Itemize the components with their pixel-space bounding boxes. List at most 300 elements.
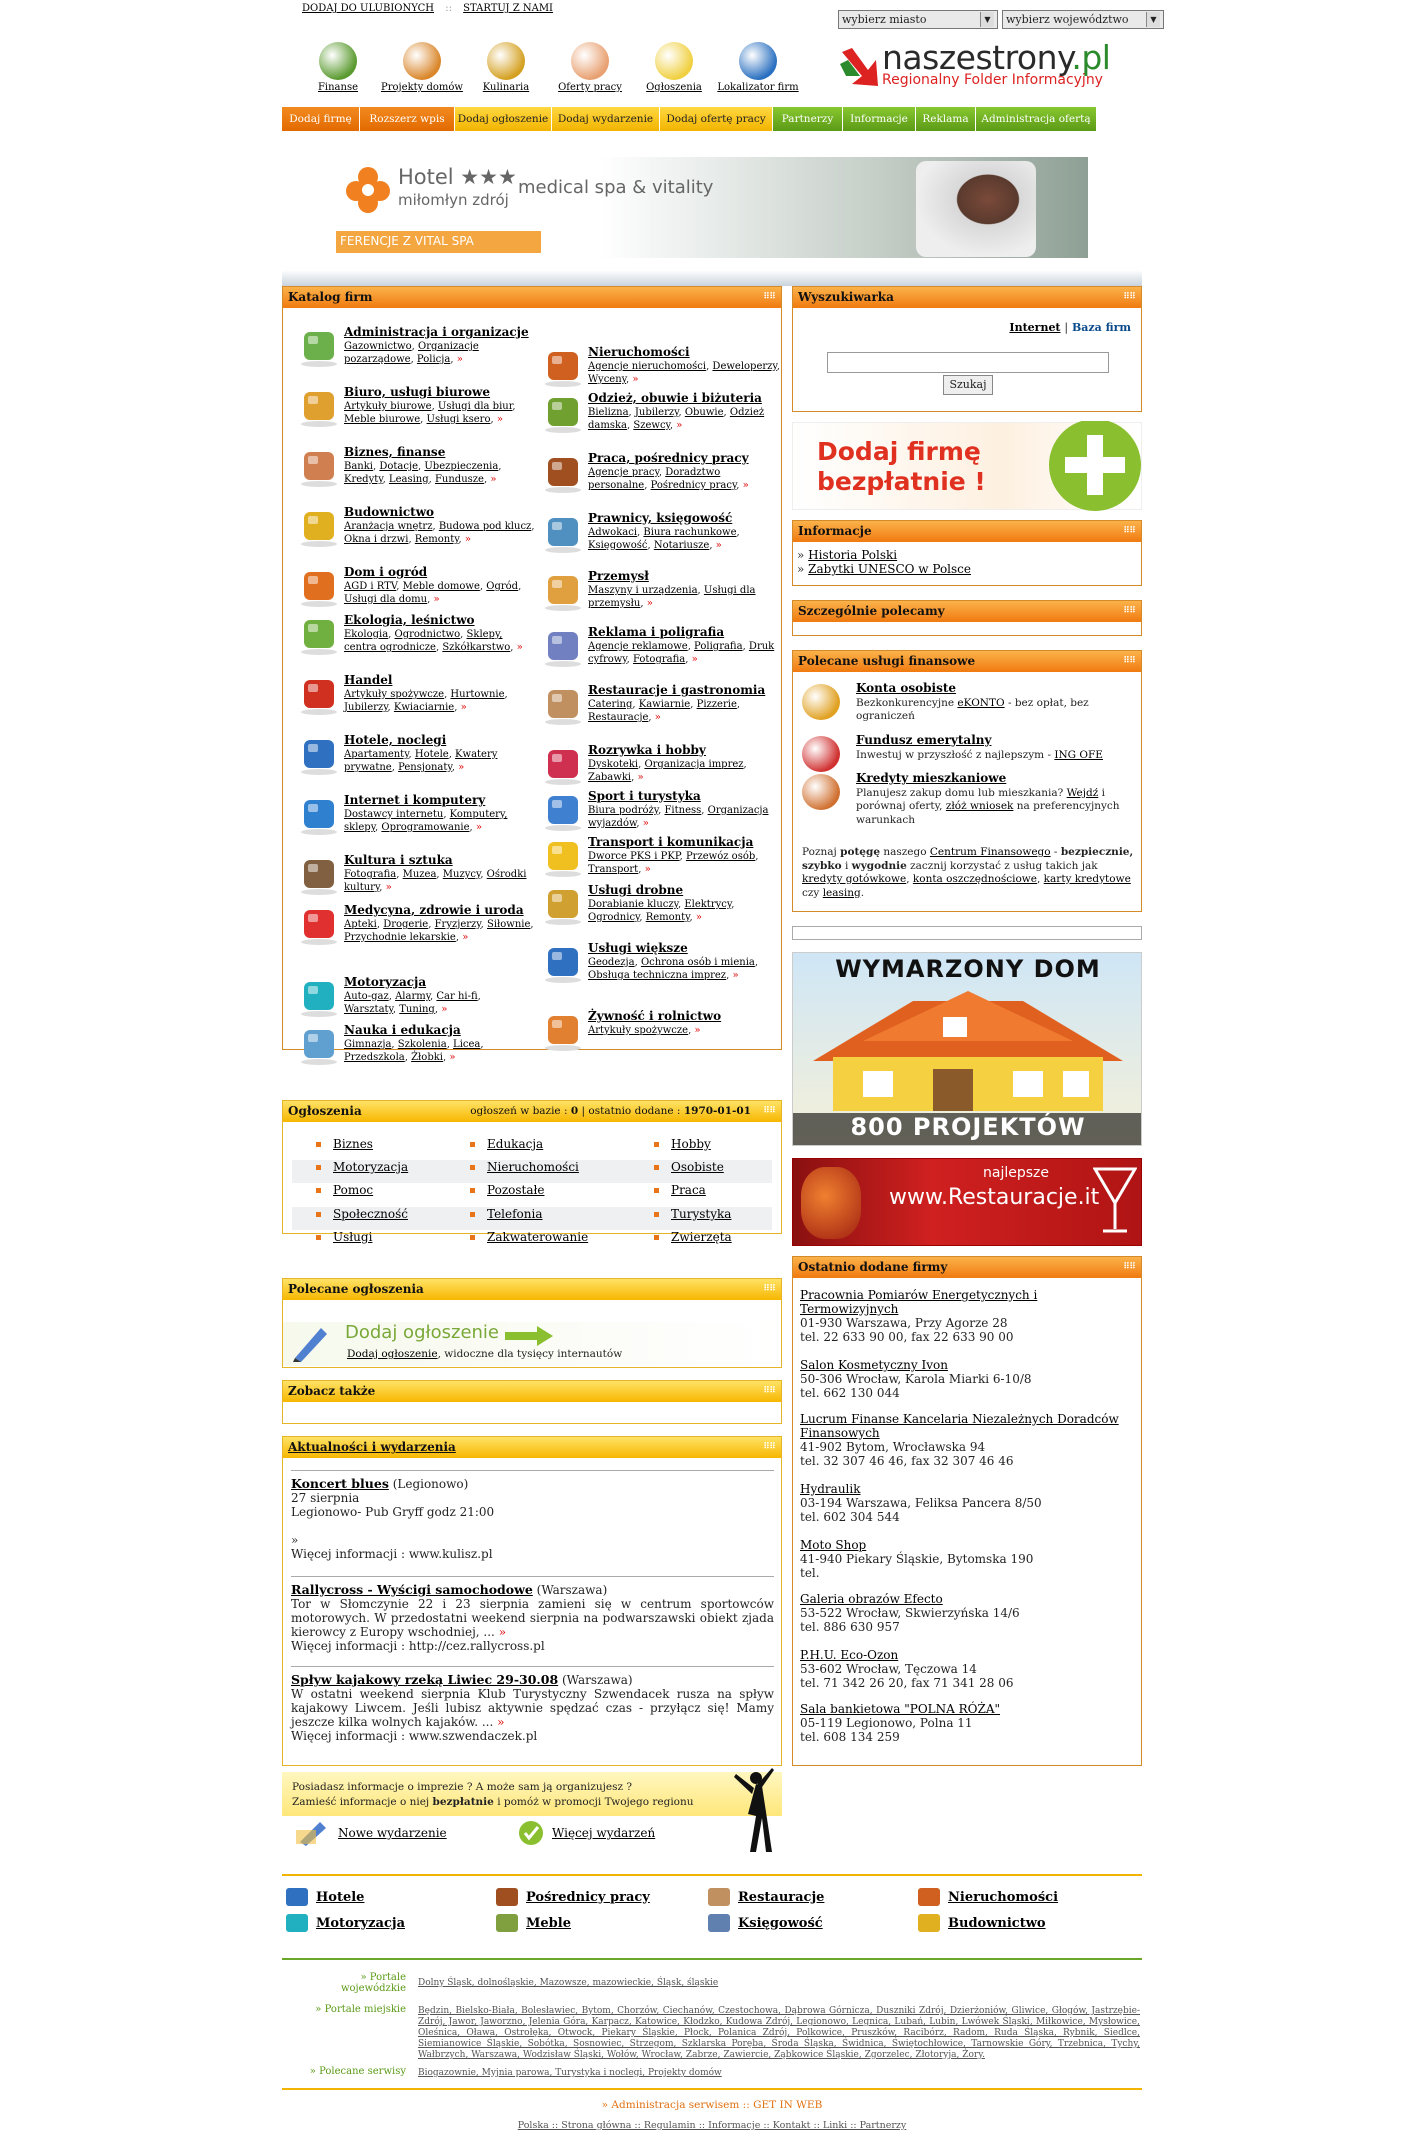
more-arrow-icon[interactable]: » [676,420,683,431]
ads-date: 1970-01-01 [683,1105,751,1117]
catalog-subcategory-link[interactable]: Muzea [402,869,437,880]
recent-firm-name[interactable]: P.H.U. Eco-Ozon [800,1648,899,1662]
ads-category-link[interactable]: Zakwaterowanie [470,1230,588,1244]
catalog-subcategory-link[interactable]: Sklepy, centra ogrodnicze [344,629,503,653]
food-photo [801,1167,861,1239]
catalog-subcategory-link[interactable]: Usługi dla przemysłu [588,585,756,609]
more-arrow-icon[interactable]: » [646,598,653,609]
bottom-category-item[interactable] [496,1914,571,1932]
nav-item[interactable]: Dodaj firmę [282,107,360,131]
catalog-category-title-wrap [344,445,446,459]
catalog-subcategory-link[interactable]: Odzież damska [588,407,765,431]
nav-item[interactable]: Dodaj wydarzenie [552,107,660,131]
info-title: Informacje [798,524,872,538]
catalog-subcategory-link[interactable]: Remonty [645,912,690,923]
film-icon [296,854,344,896]
top-menu-label[interactable]: Lokalizator firm [717,82,799,93]
recent-firm-name[interactable]: Sala bankietowa "POLNA RÓŻA" [800,1702,1001,1716]
catalog-subcategory-link[interactable]: Auto-gaz [344,991,389,1002]
recent-firm-name[interactable]: Pracownia Pomiarów Energetycznych i Termowizyjnych [800,1288,1038,1316]
more-arrow-icon[interactable]: » [456,354,463,365]
catalog-subcategory-link[interactable]: Obuwie [684,407,724,418]
plus-icon [1033,421,1143,511]
cash-loans-link[interactable]: kredyty gotówkowe [802,873,907,885]
printer-icon [540,626,588,668]
more-arrow-icon[interactable]: » [462,932,469,943]
footer-links-text[interactable]: Polska :: Strona główna :: Regulamin :: Informacje :: Kontakt :: Linki :: Partnerzy [517,2120,907,2131]
catalog-subcategory-link[interactable]: Usługi ksero [426,414,491,425]
catalog-subcategory-link[interactable]: Przewóz osób [685,851,756,862]
leasing-link[interactable]: leasing [822,886,861,899]
catalog-subcategory-link[interactable]: Pośrednicy pracy [650,480,737,491]
top-menu-label[interactable]: Ogłoszenia [646,82,702,93]
more-arrow-icon[interactable]: » [742,480,749,491]
catalog-category-title-wrap [344,325,529,339]
bottom-category-item[interactable] [708,1888,824,1906]
arrow-right-icon [505,1326,553,1346]
divider [282,1874,1142,1876]
catalog-subcategory-link[interactable]: Dworce PKS i PKP [588,851,680,862]
catalog-subcategory-link[interactable]: Policja [416,354,451,365]
catalog-category [296,446,536,488]
catalog-category-title[interactable]: Biznes, finanse [344,445,446,459]
finance-item-title[interactable]: Fundusz emerytalny [856,733,992,747]
catalog-category-title[interactable]: Kultura i sztuka [344,853,453,867]
more-arrow-icon[interactable]: » [732,970,739,981]
top-menu-item[interactable] [632,42,716,93]
footer-admin[interactable]: » Administracja serwisem :: GET IN WEB [601,2099,823,2111]
bottom-category-link[interactable]: Meble [526,1915,571,1931]
catalog-category-title[interactable]: Praca, pośrednicy pracy [588,451,749,465]
catalog-category-title[interactable]: Przemysł [588,569,649,583]
top-menu-item[interactable] [716,42,800,93]
credit-cards-link[interactable]: karty kredytowe [1043,873,1131,885]
top-menu-label[interactable]: Projekty domów [381,82,463,93]
catalog-subcategories: Apteki, Drogerie, Fryzjerzy, Siłownie, Przychodnie lekarskie, » [344,919,534,943]
footer-links[interactable] [282,2120,1142,2131]
catalog-subcategory-link[interactable]: Fotografia [344,869,397,880]
more-events-link-wrap[interactable] [518,1820,655,1846]
ads-category-link[interactable]: Edukacja [470,1137,543,1151]
ads-category-link[interactable]: Biznes [316,1137,373,1151]
catalog-subcategory-link[interactable]: Organizacja imprez [644,759,744,770]
ads-category-link[interactable]: Telefonia [470,1207,543,1221]
catalog-subcategory-link[interactable]: Gazownictwo [344,341,412,352]
nav-item[interactable]: Dodaj ogłoszenie [455,107,552,131]
more-arrow-icon[interactable]: » [433,594,440,605]
footer-services-text[interactable]: Biogazownie, Myjnia parowa, Turystyka i noclegi, Projekty domów [418,2068,722,2078]
fin-text: - [1050,846,1061,858]
catalog-subcategory-link[interactable]: Tuning [399,1004,435,1015]
catalog-subcategory-link[interactable]: Przedszkola [344,1052,405,1063]
catalog-subcategory-link[interactable]: Kwiaciarnie [393,702,455,713]
catalog-subcategory-link[interactable]: Gimnazja [344,1039,392,1050]
add-company-ad[interactable] [792,422,1142,510]
catalog-subcategory-link[interactable]: Żłobki [411,1052,443,1063]
more-arrow-icon[interactable]: » [498,1625,507,1639]
catalog-category [540,684,780,726]
catalog-subcategory-link[interactable]: Restauracje [588,712,649,723]
more-arrow-icon[interactable]: » [695,912,702,923]
info-link[interactable]: Historia Polski [808,548,898,562]
nav-item[interactable]: Reklama [916,107,976,131]
catalog-subcategory-link[interactable]: Deweloperzy [712,361,777,372]
bottom-category-item[interactable] [918,1888,1058,1906]
bottom-category-item[interactable] [918,1914,1046,1932]
catalog-subcategory-link[interactable]: Usługi dla domu [344,594,428,605]
more-arrow-icon[interactable]: » [475,822,482,833]
nav-item[interactable]: Rozszerz wpis [360,107,455,131]
more-events-link[interactable]: Więcej wydarzeń [552,1826,656,1840]
printer-icon-shape [540,626,588,668]
more-arrow-icon[interactable]: » [632,374,639,385]
catalog-subcategory-link[interactable]: Ośrodki kultury [344,869,527,893]
catalog-subcategory-link[interactable]: Biura rachunkowe [643,527,737,538]
catalog-category-title[interactable]: Prawnicy, księgowość [588,511,733,525]
catalog-category-title[interactable]: Dom i ogród [344,565,428,579]
catalog-subcategory-link[interactable]: Siłownie [486,919,531,930]
search-input[interactable] [827,352,1109,373]
catalog-subcategory-link[interactable]: Szkółkarstwo [442,642,511,653]
catalog-subcategory-link[interactable]: Drogerie [383,919,429,930]
savings-link[interactable]: konta oszczędnościowe [912,873,1037,885]
add-ad-promo[interactable] [283,1322,781,1366]
catalog-subcategories: Fotografia, Muzea, Muzycy, Ośrodki kultury, » [344,869,527,893]
catalog-subcategories: Adwokaci, Biura rachunkowe, Księgowość, Notariusze, » [588,527,740,551]
more-arrow-icon[interactable]: » [644,864,651,875]
finance-title: Polecane usługi finansowe [798,654,976,668]
catalog-category-title-wrap [344,853,453,867]
catalog-subcategory-link[interactable]: Ogrodnicy [588,912,640,923]
catalog-subcategory-link[interactable]: Ekologia [344,629,389,640]
catalog-subcategory-link[interactable]: Księgowość [588,540,648,551]
news-item-place: (Warszawa) [536,1583,608,1597]
catalog-category-title[interactable]: Administracja i organizacje [344,325,529,339]
catalog-category-text [588,744,780,786]
more-arrow-icon[interactable]: » [385,882,392,893]
ads-category-link[interactable]: Usługi [316,1230,372,1244]
catalog-subcategory-link[interactable]: Apartamenty [344,749,409,760]
catalog-subcategory-link[interactable]: Organizacje pozarządowe [344,341,479,365]
restaurants-ad[interactable] [792,1158,1142,1246]
catalog-category-title[interactable]: Ekologia, leśnictwo [344,613,475,627]
bottom-category-link[interactable]: Księgowość [738,1915,823,1931]
catalog-subcategory-link[interactable]: Zabawki [588,772,632,783]
recent-firm-name[interactable]: Moto Shop [800,1538,867,1552]
footer-city-text[interactable]: Będzin, Bielsko-Biała, Bolesławiec, Bytom, Chorzów, Ciechanów, Czestochowa, Dąbrowa Górnicza, Duszniki Zdrój, Dzierżoniów, Gliwice, Głogów, Jastrzębie-Zdrój, Jawor, Jaworzno, Jelenia Góra, Karpacz, Katowice, Kłodzko, Kudowa Zdrój, Legionowo, Legnica, Lubań, Lubin, Lwówek Śląski, Miłkowice, Mysłowice, Oleśnica, Oława, Ostrołęka, Otwock, Piekary Śląskie, Płock, Polanica Zdrój, Polkowice, Pruszków, Racibórz, Radom, Ruda Śląska, Rybnik, Siedlce, Siemianowice Śląskie, Sobótka, Sosnowiec, Strzegom, Szklarska Poręba, Środa Śląska, Świdnica, Świętochłowice, Tarnowskie Góry, Trzebnica, Tychy, Wałbrzych, Warszawa, Wodzisław Śląski, Wołów, Wrocław, Zabrze, Zawiercie, Ząbkowice Śląskie, Zgorzelec, Złotoryja, Żory. [418,2006,1140,2060]
finance-item-title[interactable]: Kredyty mieszkaniowe [856,771,1007,785]
news-item-place: (Legionowo) [392,1477,469,1491]
catalog-category-title[interactable]: Nieruchomości [588,345,690,359]
bottom-category-link[interactable]: Restauracje [738,1889,825,1905]
ads-category-link[interactable]: Zwierzęta [654,1230,732,1244]
city-select[interactable] [838,10,998,29]
catalog-subcategory-link[interactable]: Oprogramowanie [381,822,470,833]
gears-icon [540,942,588,984]
catalog-category-title[interactable]: Medycyna, zdrowie i uroda [344,903,524,917]
news-item-title[interactable]: Koncert blues [291,1476,389,1491]
catalog-category-title[interactable]: Hotele, noclegi [344,733,447,747]
catalog-category-title[interactable]: Nauka i edukacja [344,1023,461,1037]
catalog-subcategory-link[interactable]: Okna i drzwi [344,534,409,545]
catalog-subcategory-link[interactable]: Notariusze [653,540,710,551]
footer-regional-links[interactable] [418,1978,1138,1989]
catalog-subcategory-link[interactable]: Licea [453,1039,481,1050]
bottom-category-link[interactable]: Hotele [316,1889,365,1905]
finance-center-link[interactable]: Centrum Finansowego [929,846,1051,858]
books-icon [708,1914,730,1932]
catalog-subcategory-link[interactable]: Adwokaci [588,527,638,538]
catalog-subcategory-link[interactable]: Kawiarnie [638,699,691,710]
catalog-category-title[interactable]: Handel [344,673,393,687]
ads-category-link[interactable]: Pozostałe [470,1183,545,1197]
bottom-category-link[interactable]: Pośrednicy pracy [526,1889,650,1905]
catalog-subcategory-link[interactable]: Jubilerzy [344,702,388,713]
new-event-link[interactable]: Nowe wydarzenie [338,1826,447,1840]
catalog-subcategory-link[interactable]: Fotografia [633,654,686,665]
catalog-subcategory-link[interactable]: Komputery, sklepy [344,809,508,833]
ads-category-link[interactable]: Motoryzacja [316,1160,408,1174]
catalog-subcategory-link[interactable]: Warsztaty [344,1004,393,1015]
catalog-subcategory-link[interactable]: Budowa pod klucz [438,521,532,532]
catalog-subcategory-link[interactable]: Meble domowe [402,581,480,592]
start-page-link[interactable]: STARTUJ Z NAMI [463,3,554,14]
more-arrow-icon[interactable]: » [694,1025,701,1036]
catalog-subcategory-link[interactable]: Kwatery prywatne [344,749,498,773]
site-logo[interactable] [838,38,1142,100]
catalog-category-title[interactable]: Motoryzacja [344,975,427,989]
catalog-subcategory-link[interactable]: Banki [344,461,374,472]
more-arrow-icon[interactable]: » [449,1052,456,1063]
hotel-icon [296,734,344,776]
catalog-subcategory-link[interactable]: Dyskoteki [588,759,639,770]
catalog-subcategory-link[interactable]: Pensjonaty [398,762,452,773]
finance-item-title[interactable]: Konta osobiste [856,681,957,695]
catalog-subcategory-link[interactable]: Hurtownie [450,689,505,700]
catalog-subcategory-link[interactable]: Kredyty [344,474,383,485]
more-arrow-icon[interactable]: » [691,654,698,665]
top-menu-item[interactable] [380,42,464,93]
ads-category-link[interactable]: Turystyka [654,1207,731,1221]
banner-strip: FERENCJE Z VITAL SPA [336,231,541,253]
catalog-subcategory-link[interactable]: Aranżacja wnętrz [344,521,433,532]
catalog-subcategory-link[interactable]: Artykuły spożywcze [588,1025,689,1036]
finance-item-link[interactable]: eKONTO [957,696,1005,709]
catalog-category-title-wrap [344,673,393,687]
news-item-more-arrow[interactable]: » [291,1533,299,1547]
catalog-subcategory-link[interactable]: Meble biurowe [344,414,421,425]
grip-icon: ⠿⠿ [762,292,775,302]
finance-item-link[interactable]: Wejdź [1066,786,1099,799]
catalog-subcategory-link[interactable]: Catering [588,699,633,710]
bottom-category-link[interactable]: Motoryzacja [316,1915,405,1931]
bottom-category-item[interactable] [286,1888,364,1906]
bottom-category-link[interactable]: Nieruchomości [948,1889,1059,1905]
catalog-subcategory-link[interactable]: Dostawcy internetu [344,809,444,820]
hotel-banner-ad[interactable] [336,157,1088,258]
catalog-subcategory-link[interactable]: Apteki [344,919,377,930]
footer-city-links[interactable] [418,2006,1140,2061]
search-option-firms[interactable]: Baza firm [1071,321,1131,334]
bottom-category-item[interactable] [708,1914,823,1932]
divider [291,1470,774,1471]
catalog-category-title[interactable]: Budownictwo [344,505,435,519]
catalog-subcategory-link[interactable]: Geodezja [588,957,635,968]
catalog-subcategory-link[interactable]: Obsługa techniczna imprez [588,970,727,981]
new-event-link-wrap[interactable] [296,1820,447,1846]
catalog-subcategory-link[interactable]: Doradztwo personalne [588,467,721,491]
catalog-subcategory-link[interactable]: Maszyny i urządzenia [588,585,698,596]
news-item-more: Więcej informacji : www.kulisz.pl [291,1547,493,1561]
catalog-subcategory-link[interactable]: Przychodnie lekarskie [344,932,456,943]
catalog-category-title-wrap [588,743,706,757]
finance-item-text: Inwestuj w przyszłość z najlepszym - [856,748,1055,761]
catalog-subcategory-link[interactable]: Muzycy [442,869,481,880]
catalog-subcategory-link[interactable]: Agencje pracy [588,467,659,478]
top-menu-label[interactable]: Finanse [317,82,359,93]
ads-category-link[interactable]: Społeczność [316,1207,408,1221]
catalog-subcategory-link[interactable]: Remonty [414,534,459,545]
catalog-category [296,794,536,836]
catalog-category-title[interactable]: Transport i komunikacja [588,835,754,849]
more-arrow-icon[interactable]: » [497,1715,505,1729]
news-item-title[interactable]: Spływ kajakowy rzeką Liwiec 29-30.08 [291,1672,559,1687]
top-menu-label[interactable]: Oferty pracy [558,82,622,93]
top-menu-item[interactable] [464,42,548,93]
catalog-subcategory-link[interactable]: Biura podróży [588,805,659,816]
more-arrow-icon[interactable]: » [516,642,523,653]
add-ad-link[interactable]: Dodaj ogłoszenie [347,1348,438,1360]
nav-item[interactable]: Dodaj ofertę pracy [660,107,773,131]
news-item-title[interactable]: Rallycross - Wyścigi samochodowe [291,1582,533,1597]
catalog-subcategory-link[interactable]: Elektrycy [684,899,732,910]
catalog-subcategory-link[interactable]: Fitness [664,805,702,816]
catalog-category-title[interactable]: Sport i turystyka [588,789,701,803]
nav-item[interactable]: Informacje [843,107,916,131]
catalog-category-title[interactable]: Rozrywka i hobby [588,743,706,757]
more-arrow-icon[interactable]: » [496,414,503,425]
recent-firm-name[interactable]: Salon Kosmetyczny Ivon [800,1358,948,1372]
catalog-subcategory-link[interactable]: Bielizna [588,407,629,418]
catalog-subcategory-link[interactable]: Fundusze [434,474,484,485]
finance-item-text: Planujesz zakup domu lub mieszkania? [856,786,1067,799]
catalog-subcategory-link[interactable]: Dorabianie kluczy [588,899,678,910]
recent-firm-name[interactable]: Hydraulik [800,1482,861,1496]
catalog-subcategory-link[interactable]: Alarmy [395,991,431,1002]
bottom-category-item[interactable] [496,1888,650,1906]
catalog-subcategory-link[interactable]: Pizzerie [696,699,737,710]
catalog-subcategory-link[interactable]: Poligrafia [694,641,743,652]
house-projects-ad[interactable] [792,952,1142,1146]
search-button[interactable]: Szukaj [943,375,993,395]
catalog-subcategory-link[interactable]: Fryzjerzy [434,919,481,930]
more-arrow-icon[interactable]: » [441,1004,448,1015]
more-arrow-icon[interactable]: » [715,540,722,551]
catalog-subcategory-link[interactable]: Szewcy [633,420,670,431]
catalog-subcategory-link[interactable]: Druk cyfrowy [588,641,775,665]
catalog-category-title[interactable]: Odzież, obuwie i biżuteria [588,391,762,405]
catalog-subcategory-link[interactable]: Dotacje [379,461,419,472]
catalog-category-title[interactable]: Usługi większe [588,941,688,955]
notebook-icon [296,326,344,368]
catalog-subcategory-link[interactable]: Ogród [486,581,519,592]
ads-category-link[interactable]: Nieruchomości [470,1160,579,1174]
footer-regional-text[interactable]: Dolny Śląsk, dolnośląskie, Mazowsze, mazowieckie, Śląsk, śląskie [418,1978,719,1988]
bottom-category-item[interactable] [286,1914,405,1932]
bottom-category-link[interactable]: Budownictwo [948,1915,1046,1931]
finance-item-link[interactable]: ING OFE [1054,748,1103,761]
top-menu-label[interactable]: Kulinaria [482,82,530,93]
finance-item-link[interactable]: złóż wniosek [945,800,1014,812]
catalog-category-title[interactable]: Żywność i rolnictwo [588,1009,722,1023]
info-link[interactable]: Zabytki UNESCO w Polsce [808,562,971,576]
catalog-subcategory-link[interactable]: Ochrona osób i mienia [640,957,755,968]
more-arrow-icon[interactable]: » [460,702,467,713]
recent-firm-name[interactable]: Galeria obrazów Efecto [800,1592,943,1606]
nav-item[interactable]: Administracja ofertą [976,107,1097,131]
catalog-category-title[interactable]: Reklama i poligrafia [588,625,725,639]
catalog-subcategory-link[interactable]: Szkolenia [397,1039,447,1050]
catalog-subcategory-link[interactable]: Transport [588,864,639,875]
ads-category-link[interactable]: Pomoc [316,1183,373,1197]
search-option-internet[interactable]: Internet [1009,321,1061,334]
recent-firm-phone: tel. 602 304 544 [800,1510,900,1524]
more-arrow-icon[interactable]: » [458,762,465,773]
more-arrow-icon[interactable]: » [490,474,497,485]
more-arrow-icon[interactable]: » [654,712,661,723]
ads-category-link[interactable]: Osobiste [654,1160,724,1174]
catalog-category-title[interactable]: Biuro, usługi biurowe [344,385,491,399]
catalog-subcategory-link[interactable]: Wyceny [588,374,626,385]
catalog-subcategory-link[interactable]: Car hi-fi [436,991,478,1002]
recent-firm-phone: tel. [800,1566,820,1580]
catalog-subcategory-link[interactable]: Leasing [388,474,429,485]
recent-firm-phone: tel. 886 630 957 [800,1620,900,1634]
footer-services-links[interactable] [418,2068,1138,2079]
add-to-favorites-link[interactable]: DODAJ DO ULUBIONYCH [302,3,435,14]
catalog-subcategory-link[interactable]: Jubilerzy [634,407,679,418]
fence-icon-shape [296,566,344,608]
catalog-subcategory-link[interactable]: Agencje reklamowe [588,641,688,652]
catalog-category-text [344,854,536,896]
more-arrow-icon[interactable]: » [464,534,472,545]
top-menu-item[interactable] [296,42,380,93]
catalog-subcategory-link[interactable]: Ubezpieczenia [424,461,499,472]
catalog-category-title[interactable]: Internet i komputery [344,793,486,807]
nav-item[interactable]: Partnerzy [773,107,843,131]
catalog-category-title[interactable]: Restauracje i gastronomia [588,683,766,697]
more-arrow-icon[interactable]: » [642,818,649,829]
catalog-category-title-wrap [588,391,762,405]
catalog-subcategory-link[interactable]: AGD i RTV [344,581,397,592]
ads-category-link[interactable]: Hobby [654,1137,711,1151]
region-select[interactable] [1002,10,1164,29]
recent-firm-name[interactable]: Lucrum Finanse Kancelaria Niezależnych Doradców Finansowych [800,1412,1119,1440]
more-arrow-icon[interactable]: » [637,772,644,783]
catalog-subcategory-link[interactable]: Usługi dla biur [437,401,513,412]
catalog-subcategory-link[interactable]: Ogrodnictwo [394,629,461,640]
catalog-subcategory-link[interactable]: Organizacja wyjazdów [588,805,769,829]
add-ad-heading: Dodaj ogłoszenie [345,1322,500,1343]
catalog-subcategory-link[interactable]: Artykuły biurowe [344,401,432,412]
catalog-category-title[interactable]: Usługi drobne [588,883,684,897]
catalog-subcategory-link[interactable]: Agencje nieruchomości [588,361,707,372]
top-menu-item[interactable] [548,42,632,93]
ads-category-link[interactable]: Praca [654,1183,706,1197]
catalog-subcategory-link[interactable]: Artykuły spożywcze [344,689,445,700]
catalog-subcategories: Dworce PKS i PKP, Przewóz osób, Transport, » [588,851,759,875]
catalog-subcategory-link[interactable]: Hotele [414,749,449,760]
